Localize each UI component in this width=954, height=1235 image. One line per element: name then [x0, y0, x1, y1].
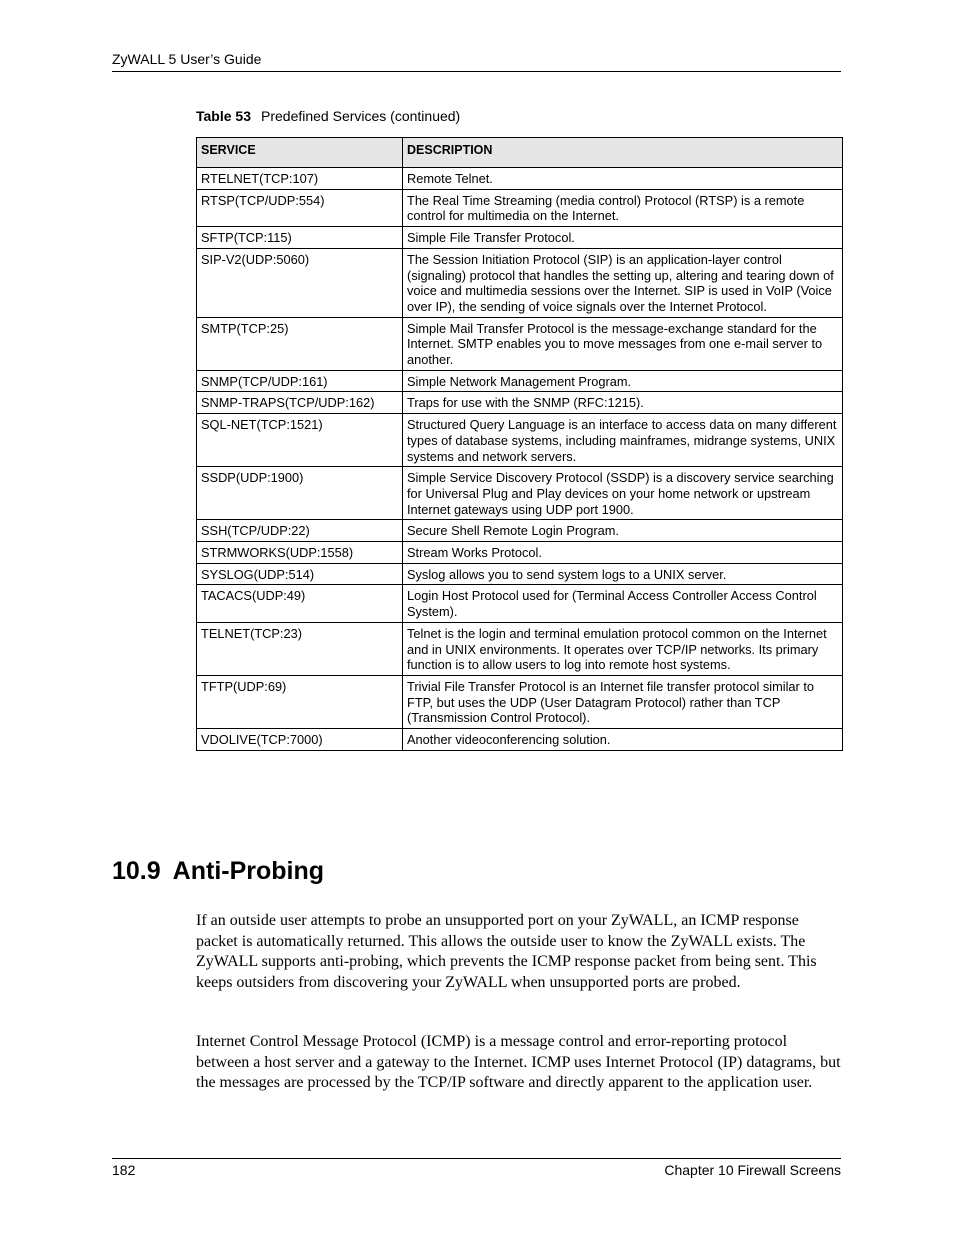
description-cell: Remote Telnet.: [403, 168, 843, 190]
column-header-service: SERVICE: [197, 138, 403, 168]
page-footer: [112, 1158, 841, 1179]
service-cell: VDOLIVE(TCP:7000): [197, 729, 403, 751]
paragraph-anti-probing: If an outside user attempts to probe an unsupported port on your ZyWALL, an ICMP response packet is automatically returned. This allows the outside user to know the ZyWALL exists. The ZyWALL supports anti-probing, which prevents the ICMP response packet from being sent. This keeps outsiders from discovering your ZyWALL when unsupported ports are probed.: [196, 912, 817, 991]
table-row: [197, 467, 843, 520]
section-number: 10.9: [112, 857, 161, 885]
service-cell: SIP-V2(UDP:5060): [197, 248, 403, 317]
service-cell: SYSLOG(UDP:514): [197, 563, 403, 585]
service-cell: SMTP(TCP:25): [197, 317, 403, 370]
service-cell: STRMWORKS(UDP:1558): [197, 542, 403, 564]
predefined-services-table: [196, 137, 843, 751]
table-row: [197, 542, 843, 564]
service-cell: SSH(TCP/UDP:22): [197, 520, 403, 542]
service-cell: TFTP(UDP:69): [197, 675, 403, 728]
service-cell: RTELNET(TCP:107): [197, 168, 403, 190]
table-row: [197, 414, 843, 467]
table-row: [197, 675, 843, 728]
page-header: [112, 51, 841, 72]
table-row: [197, 520, 843, 542]
description-cell: Syslog allows you to send system logs to a UNIX server.: [403, 563, 843, 585]
table-row: [197, 585, 843, 622]
page-number: 182: [112, 1162, 136, 1178]
table-row: [197, 248, 843, 317]
table-header-row: [197, 138, 843, 168]
service-cell: SNMP-TRAPS(TCP/UDP:162): [197, 392, 403, 414]
chapter-title: Chapter 10 Firewall Screens: [664, 1162, 841, 1178]
table-row: [197, 622, 843, 675]
description-cell: Traps for use with the SNMP (RFC:1215).: [403, 392, 843, 414]
table-row: [197, 317, 843, 370]
service-cell: TACACS(UDP:49): [197, 585, 403, 622]
table-row: [197, 370, 843, 392]
service-cell: SFTP(TCP:115): [197, 227, 403, 249]
description-cell: Simple Mail Transfer Protocol is the message-exchange standard for the Internet. SMTP enables you to move messages from one e-mail server to another.: [403, 317, 843, 370]
section-heading: [112, 856, 324, 886]
service-cell: TELNET(TCP:23): [197, 622, 403, 675]
description-cell: Telnet is the login and terminal emulation protocol common on the Internet and in UNIX environments. It operates over TCP/IP networks. Its primary function is to allow users to log into remote host systems.: [403, 622, 843, 675]
description-cell: Simple Service Discovery Protocol (SSDP) is a discovery service searching for Universal Plug and Play devices on your home network or upstream Internet gateways using UDP port 1900.: [403, 467, 843, 520]
service-cell: SSDP(UDP:1900): [197, 467, 403, 520]
service-cell: SNMP(TCP/UDP:161): [197, 370, 403, 392]
service-cell: RTSP(TCP/UDP:554): [197, 189, 403, 226]
description-cell: Login Host Protocol used for (Terminal Access Controller Access Control System).: [403, 585, 843, 622]
description-cell: Simple File Transfer Protocol.: [403, 227, 843, 249]
description-cell: Another videoconferencing solution.: [403, 729, 843, 751]
table-row: [197, 189, 843, 226]
table-body: [197, 168, 843, 751]
table-row: [197, 392, 843, 414]
table-row: [197, 729, 843, 751]
guide-title: ZyWALL 5 User’s Guide: [112, 51, 262, 67]
description-cell: Trivial File Transfer Protocol is an Internet file transfer protocol similar to FTP, but uses the UDP (User Datagram Protocol) rather than TCP (Transmission Control Protocol).: [403, 675, 843, 728]
description-cell: Stream Works Protocol.: [403, 542, 843, 564]
table-caption-text: Predefined Services (continued): [261, 108, 461, 124]
description-cell: Simple Network Management Program.: [403, 370, 843, 392]
paragraph-icmp: Internet Control Message Protocol (ICMP) is a message control and error-reporting protocol between a host server and a gateway to the Internet. ICMP uses Internet Protocol (IP) datagrams, but the messages are processed by the TCP/IP software and directly apparent to the application user.: [196, 1033, 841, 1091]
description-cell: Secure Shell Remote Login Program.: [403, 520, 843, 542]
column-header-description: DESCRIPTION: [403, 138, 843, 168]
service-cell: SQL-NET(TCP:1521): [197, 414, 403, 467]
description-cell: Structured Query Language is an interface to access data on many different types of database systems, including mainframes, midrange systems, UNIX systems and network servers.: [403, 414, 843, 467]
table-row: [197, 227, 843, 249]
table-caption-label: Table 53: [196, 108, 251, 124]
table-caption: [196, 108, 460, 125]
section-title: Anti-Probing: [172, 857, 325, 885]
table-row: [197, 563, 843, 585]
description-cell: The Session Initiation Protocol (SIP) is an application-layer control (signaling) protocol that handles the setting up, altering and tearing down of voice and multimedia sessions over the Internet. SIP is used in VoIP (Voice over IP), the sending of voice signals over the Internet Protocol.: [403, 248, 843, 317]
table-row: [197, 168, 843, 190]
description-cell: The Real Time Streaming (media control) Protocol (RTSP) is a remote control for multimedia on the Internet.: [403, 189, 843, 226]
